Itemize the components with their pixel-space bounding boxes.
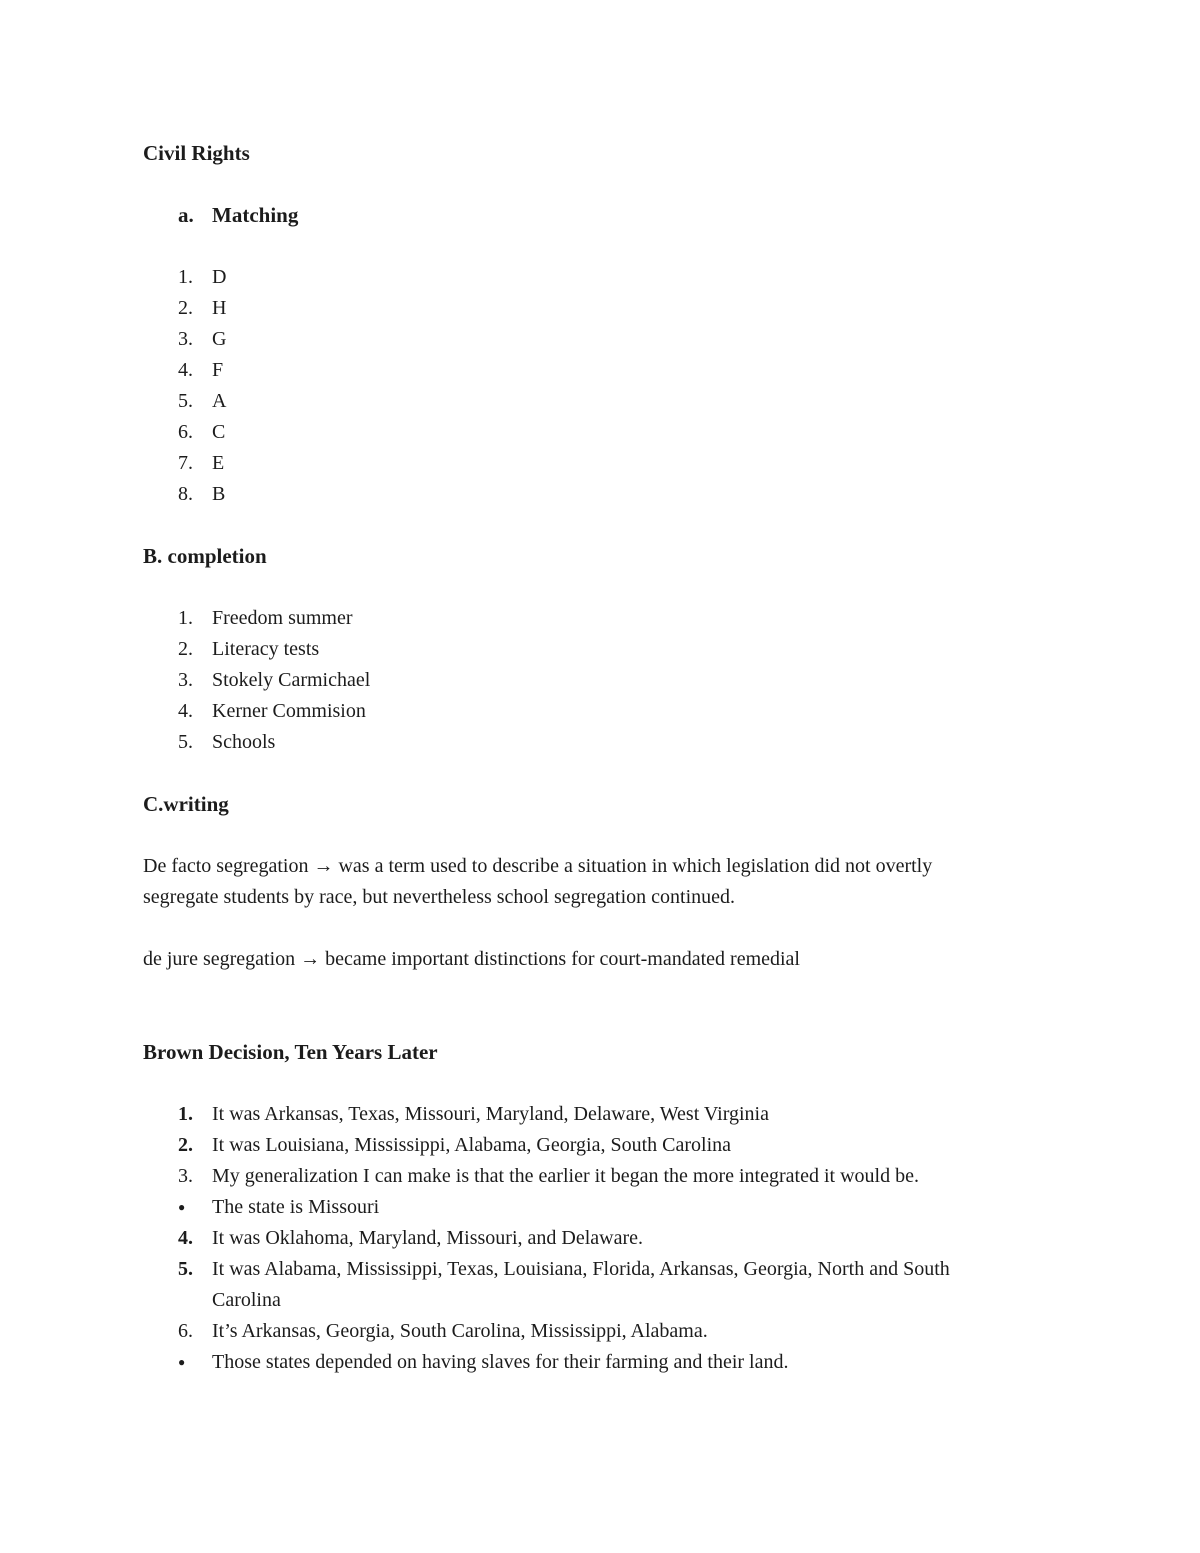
completion-answers-list bbox=[178, 603, 1052, 758]
section-heading-matching bbox=[178, 200, 1052, 231]
list-item-text: It was Alabama, Mississippi, Texas, Louisiana, Florida, Arkansas, Georgia, North and South Carolina bbox=[212, 1258, 950, 1311]
list-item bbox=[178, 665, 1052, 696]
list-item-text: D bbox=[212, 266, 227, 288]
list-item bbox=[178, 696, 1052, 727]
paragraph-de-jure: de jure segregation → became important distinctions for court-mandated remedial bbox=[143, 948, 800, 970]
bullet-icon: ● bbox=[178, 1200, 186, 1214]
bullet-icon: ● bbox=[178, 1355, 186, 1369]
list-item bbox=[178, 1347, 1052, 1378]
list-item-text: C bbox=[212, 421, 226, 443]
list-marker: 6. bbox=[178, 1320, 193, 1342]
list-marker: 7. bbox=[178, 452, 193, 474]
list-marker: 3. bbox=[178, 1165, 193, 1187]
paragraph-de-facto: De facto segregation → was a term used to describe a situation in which legislation did not overtly segregate students by race, but nevertheless school segregation continued. bbox=[143, 855, 933, 908]
heading-marker: a. bbox=[178, 203, 194, 227]
list-item-text: It was Louisiana, Mississippi, Alabama, Georgia, South Carolina bbox=[212, 1134, 732, 1156]
list-item-text: E bbox=[212, 452, 225, 474]
list-item bbox=[178, 1223, 1052, 1254]
list-marker: 3. bbox=[178, 328, 193, 350]
list-item-text: A bbox=[212, 390, 227, 412]
list-marker: 1. bbox=[178, 607, 193, 629]
list-item bbox=[178, 727, 1052, 758]
list-marker: 8. bbox=[178, 483, 193, 505]
list-item bbox=[178, 355, 1052, 386]
list-item bbox=[178, 1254, 1052, 1316]
list-item bbox=[178, 1192, 1052, 1223]
list-item-text: It was Oklahoma, Maryland, Missouri, and Delaware. bbox=[212, 1227, 643, 1249]
list-item bbox=[178, 386, 1052, 417]
list-item bbox=[178, 1161, 1052, 1192]
list-marker: 2. bbox=[178, 1134, 193, 1156]
list-item-text: Kerner Commision bbox=[212, 700, 366, 722]
list-item-text: H bbox=[212, 297, 227, 319]
list-marker: 5. bbox=[178, 390, 193, 412]
list-marker: 6. bbox=[178, 421, 193, 443]
list-item-text: F bbox=[212, 359, 224, 381]
list-item-text: G bbox=[212, 328, 227, 350]
list-item-text: My generalization I can make is that the earlier it began the more integrated it would be. bbox=[212, 1165, 919, 1187]
list-marker: 5. bbox=[178, 1258, 193, 1280]
list-item bbox=[178, 1099, 1052, 1130]
matching-answers-list bbox=[178, 262, 1052, 510]
list-marker: 4. bbox=[178, 1227, 193, 1249]
list-item bbox=[178, 324, 1052, 355]
section-heading-brown-decision: Brown Decision, Ten Years Later bbox=[143, 1040, 438, 1064]
list-marker: 4. bbox=[178, 359, 193, 381]
list-item bbox=[178, 634, 1052, 665]
section-heading-writing: C.writing bbox=[143, 792, 229, 816]
list-marker: 1. bbox=[178, 266, 193, 288]
list-item-text: Freedom summer bbox=[212, 607, 353, 629]
list-item-text: Literacy tests bbox=[212, 638, 320, 660]
list-marker: 3. bbox=[178, 669, 193, 691]
list-item-text: It was Arkansas, Texas, Missouri, Maryland, Delaware, West Virginia bbox=[212, 1103, 769, 1125]
list-marker: 4. bbox=[178, 700, 193, 722]
list-item bbox=[178, 603, 1052, 634]
list-item-text: Schools bbox=[212, 731, 276, 753]
list-marker: 2. bbox=[178, 297, 193, 319]
list-item bbox=[178, 479, 1052, 510]
heading-label: Matching bbox=[212, 203, 299, 227]
list-item bbox=[178, 417, 1052, 448]
list-item-text: B bbox=[212, 483, 226, 505]
list-item bbox=[178, 448, 1052, 479]
list-marker: 1. bbox=[178, 1103, 193, 1125]
list-item-text: Stokely Carmichael bbox=[212, 669, 371, 691]
list-item-text: The state is Missouri bbox=[212, 1196, 380, 1218]
list-marker: 5. bbox=[178, 731, 193, 753]
list-item bbox=[178, 1130, 1052, 1161]
list-item-text: Those states depended on having slaves for their farming and their land. bbox=[212, 1351, 789, 1373]
list-item-text: It’s Arkansas, Georgia, South Carolina, Mississippi, Alabama. bbox=[212, 1320, 708, 1342]
list-item bbox=[178, 1316, 1052, 1347]
list-marker: 2. bbox=[178, 638, 193, 660]
brown-decision-answers-list bbox=[178, 1099, 1052, 1378]
list-item bbox=[178, 293, 1052, 324]
document-title: Civil Rights bbox=[143, 141, 250, 165]
list-item bbox=[178, 262, 1052, 293]
section-heading-completion: B. completion bbox=[143, 544, 267, 568]
